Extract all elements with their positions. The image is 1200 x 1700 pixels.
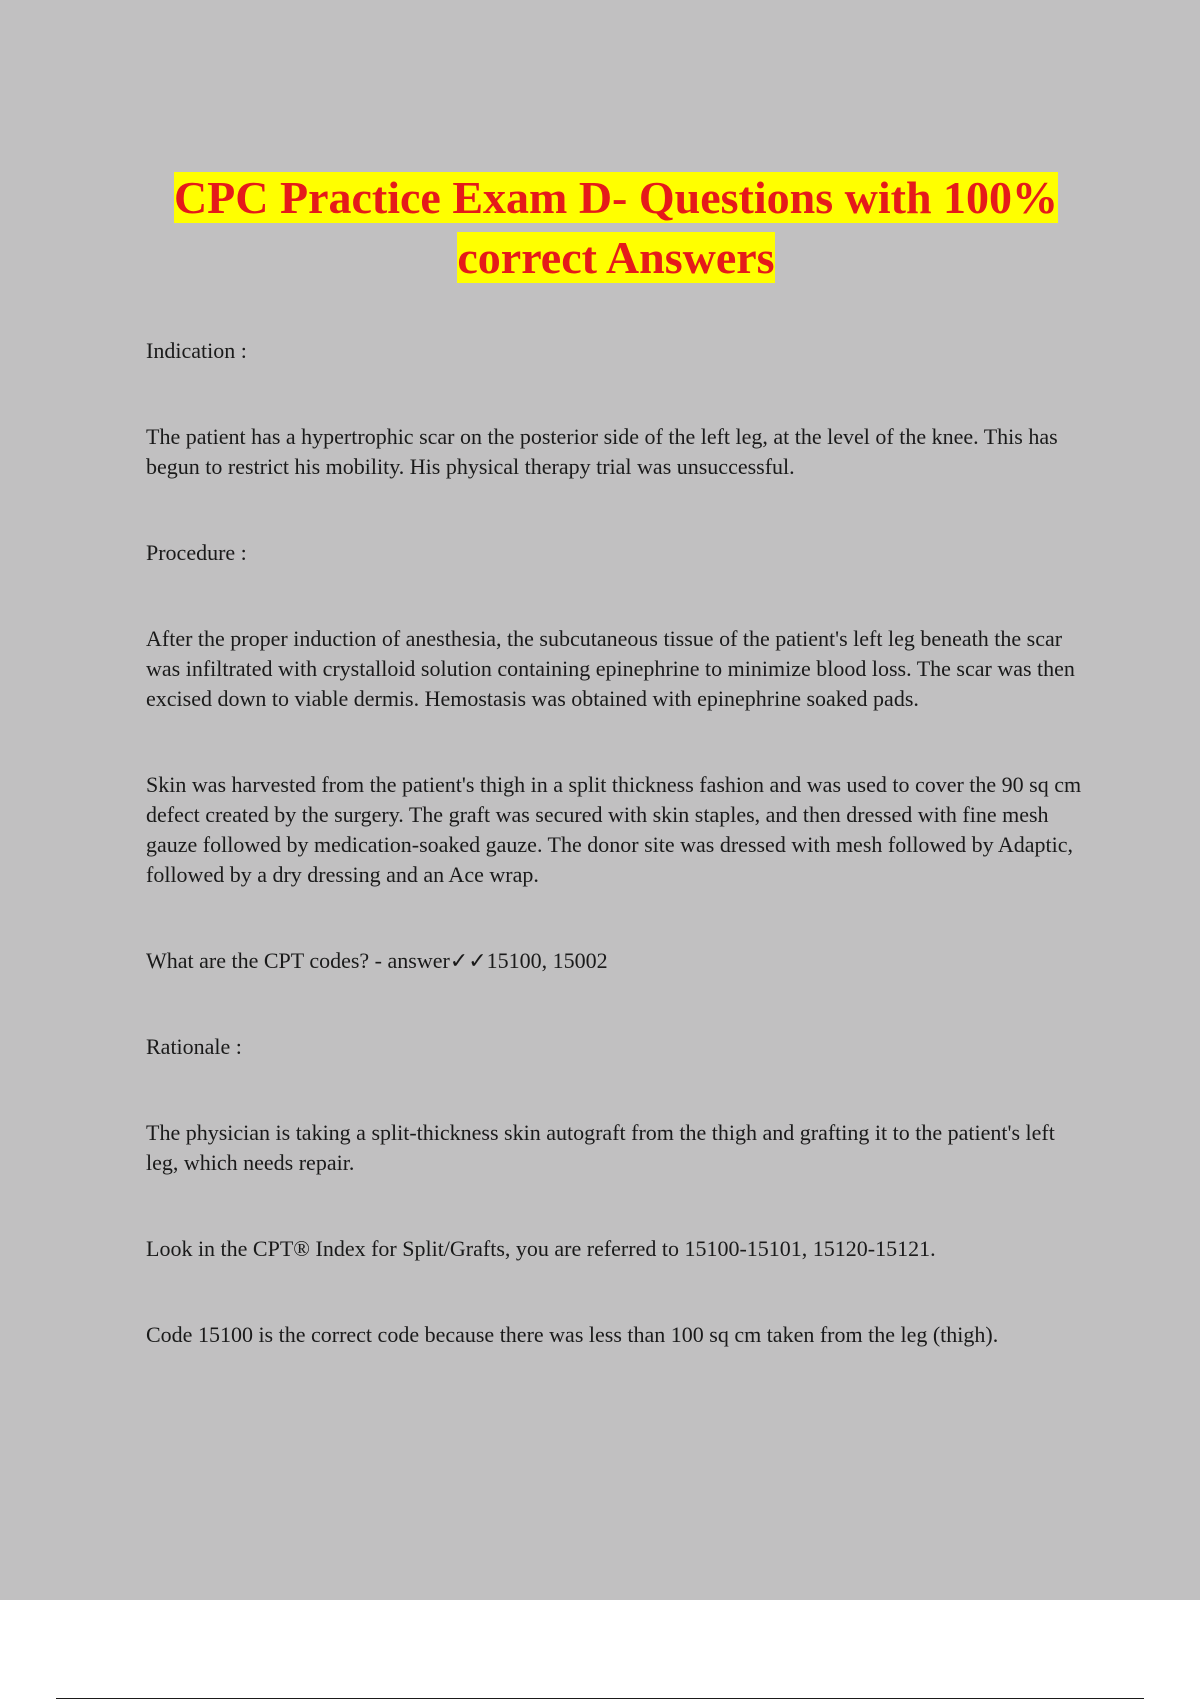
title-highlight: CPC Practice Exam D- Questions with 100% correct Answers — [173, 172, 1059, 283]
index-lookup-text: Look in the CPT® Index for Split/Grafts, you are referred to 15100-15101, 15120-15121. — [146, 1236, 936, 1261]
procedure-text: After the proper induction of anesthesia, the subcutaneous tissue of the patient's left leg beneath the scar was infiltrated with crystalloid solution containing epinephrine to minimize blood loss. The scar was then excised down to viable dermis. Hemostasis was obtained with epinephrine soaked pads. — [146, 626, 1075, 711]
indication-heading: Indication : — [146, 338, 247, 363]
question-answer: What are the CPT codes? - answer✓✓15100, 15002 — [146, 948, 608, 973]
document-title — [146, 168, 1086, 288]
code-explanation-text: Code 15100 is the correct code because there was less than 100 sq cm taken from the leg (thigh). — [146, 1322, 999, 1347]
harvest-text: Skin was harvested from the patient's thigh in a split thickness fashion and was used to cover the 90 sq cm defect created by the surgery. The graft was secured with skin staples, and then dressed with fine mesh gauze followed by medication-soaked gauze. The donor site was dressed with mesh followed by Adaptic, followed by a dry dressing and an Ace wrap. — [146, 772, 1082, 887]
rationale-text: The physician is taking a split-thickness skin autograft from the thigh and grafting it to the patient's left leg, which needs repair. — [146, 1120, 1055, 1175]
indication-text: The patient has a hypertrophic scar on the posterior side of the left leg, at the level of the knee. This has begun to restrict his mobility. His physical therapy trial was unsuccessful. — [146, 424, 1058, 479]
procedure-heading: Procedure : — [146, 540, 247, 565]
rationale-heading: Rationale : — [146, 1034, 242, 1059]
document-content — [146, 168, 1086, 1406]
footer-divider — [56, 1698, 1144, 1699]
